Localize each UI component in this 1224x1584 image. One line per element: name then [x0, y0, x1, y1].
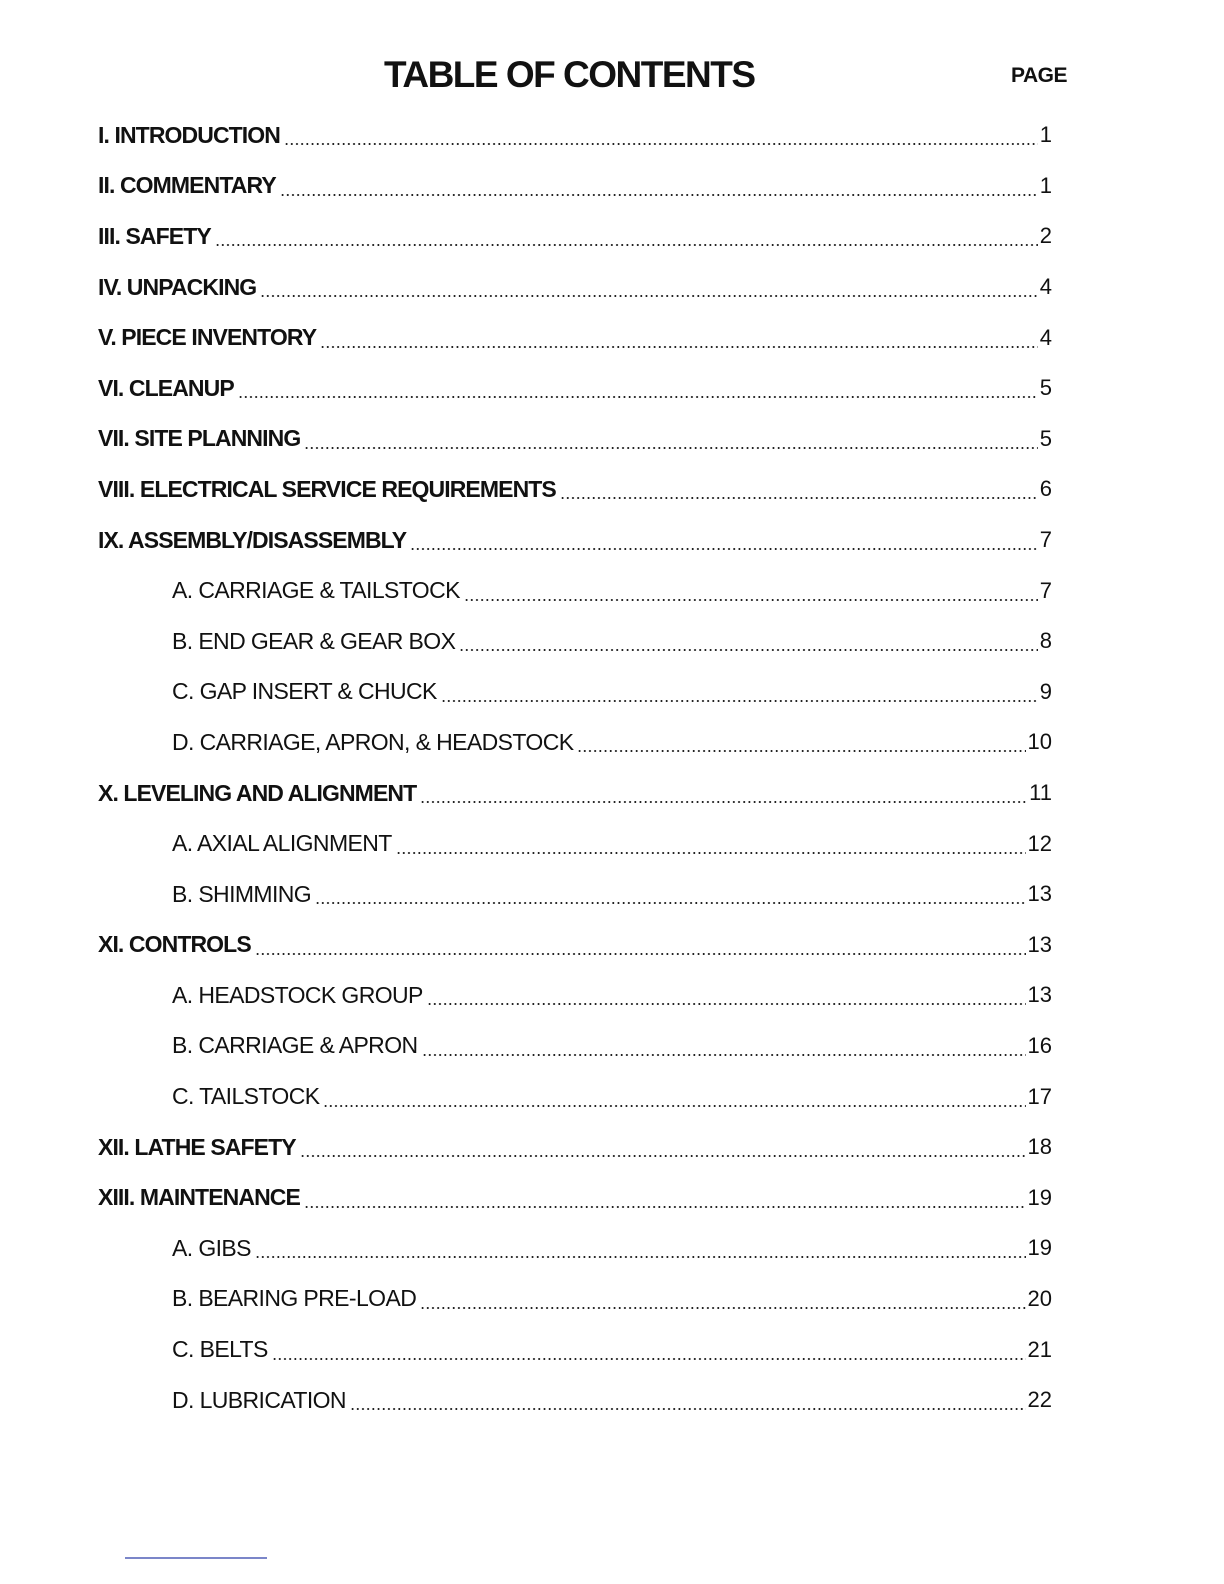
toc-entry-page-number: 8 [1039, 628, 1052, 654]
toc-entry-page-number: 13 [1027, 931, 1052, 957]
toc-section-entry[interactable] [0, 414, 1052, 465]
toc-subsection-entry[interactable] [0, 970, 1052, 1021]
toc-subsection-entry[interactable] [0, 1375, 1052, 1426]
toc-entry-page-number: 10 [1027, 729, 1052, 755]
toc-entry-title: B. END GEAR & GEAR BOX [172, 627, 456, 654]
toc-entry-title: IV. UNPACKING [98, 273, 257, 300]
toc-entry-title: A. GIBS [172, 1234, 251, 1261]
toc-entry-title: D. CARRIAGE, APRON, & HEADSTOCK [172, 728, 574, 755]
toc-header [0, 52, 1224, 102]
toc-entry-title: XII. LATHE SAFETY [98, 1133, 296, 1160]
toc-entry-page-number: 9 [1039, 678, 1052, 704]
dot-leader [215, 244, 1038, 246]
page-column-label: PAGE [1011, 64, 1067, 87]
toc-entry-page-number: 19 [1027, 1235, 1052, 1261]
toc-entry-title: C. GAP INSERT & CHUCK [172, 678, 437, 705]
toc-entry-title: C. TAILSTOCK [172, 1083, 320, 1110]
dot-leader [410, 548, 1038, 550]
dot-leader [420, 1307, 1025, 1309]
toc-section-entry[interactable] [0, 363, 1052, 414]
dot-leader [300, 1155, 1026, 1157]
toc-subsection-entry[interactable] [0, 667, 1052, 718]
footer-rule [125, 1557, 267, 1559]
toc-subsection-entry[interactable] [0, 565, 1052, 616]
toc-entry-title: A. AXIAL ALIGNMENT [172, 830, 392, 857]
dot-leader [272, 1358, 1026, 1360]
toc-section-entry[interactable] [0, 262, 1052, 313]
toc-entry-title: D. LUBRICATION [172, 1386, 346, 1413]
toc-entry-page-number: 1 [1039, 172, 1052, 198]
dot-leader [255, 1256, 1026, 1258]
toc-subsection-entry[interactable] [0, 1274, 1052, 1325]
dot-leader [420, 801, 1027, 803]
toc-entry-title: X. LEVELING AND ALIGNMENT [98, 779, 417, 806]
dot-leader [396, 852, 1026, 854]
toc-entry-page-number: 1 [1039, 122, 1052, 148]
toc-entry-page-number: 4 [1039, 324, 1052, 350]
toc-section-entry[interactable] [0, 1122, 1052, 1173]
toc-section-entry[interactable] [0, 464, 1052, 515]
toc-entry-page-number: 5 [1039, 425, 1052, 451]
toc-entry-title: B. SHIMMING [172, 880, 312, 907]
table-of-contents [0, 110, 1224, 1425]
dot-leader [427, 1003, 1026, 1005]
toc-entry-page-number: 22 [1027, 1387, 1052, 1413]
toc-section-entry[interactable] [0, 768, 1052, 819]
toc-entry-page-number: 7 [1039, 577, 1052, 603]
dot-leader [260, 295, 1037, 297]
toc-entry-page-number: 18 [1027, 1134, 1052, 1160]
toc-entry-page-number: 12 [1027, 830, 1052, 856]
toc-section-entry[interactable] [0, 312, 1052, 363]
toc-entry-title: VII. SITE PLANNING [98, 425, 301, 452]
dot-leader [255, 953, 1026, 955]
toc-subsection-entry[interactable] [0, 1223, 1052, 1274]
dot-leader [315, 902, 1025, 904]
toc-entry-title: XIII. MAINTENANCE [98, 1184, 300, 1211]
toc-entry-title: I. INTRODUCTION [98, 121, 280, 148]
toc-entry-title: A. CARRIAGE & TAILSTOCK [172, 577, 460, 604]
toc-section-entry[interactable] [0, 110, 1052, 161]
toc-subsection-entry[interactable] [0, 869, 1052, 920]
toc-section-entry[interactable] [0, 515, 1052, 566]
toc-subsection-entry[interactable] [0, 717, 1052, 768]
dot-leader [304, 1206, 1026, 1208]
toc-entry-title: II. COMMENTARY [98, 172, 276, 199]
toc-entry-title: III. SAFETY [98, 222, 211, 249]
toc-entry-page-number: 4 [1039, 274, 1052, 300]
toc-entry-page-number: 5 [1039, 375, 1052, 401]
dot-leader [238, 396, 1038, 398]
toc-entry-page-number: 11 [1029, 780, 1052, 806]
toc-entry-title: V. PIECE INVENTORY [98, 324, 317, 351]
toc-entry-page-number: 2 [1039, 223, 1052, 249]
toc-subsection-entry[interactable] [0, 616, 1052, 667]
toc-entry-page-number: 6 [1039, 476, 1052, 502]
toc-section-entry[interactable] [0, 161, 1052, 212]
dot-leader [422, 1054, 1026, 1056]
toc-entry-page-number: 17 [1027, 1083, 1052, 1109]
toc-entry-page-number: 13 [1027, 982, 1052, 1008]
toc-section-entry[interactable] [0, 1172, 1052, 1223]
dot-leader [304, 447, 1037, 449]
toc-entry-title: C. BELTS [172, 1336, 268, 1363]
dot-leader [459, 649, 1037, 651]
dot-leader [323, 1105, 1025, 1107]
dot-leader [464, 599, 1038, 601]
dot-leader [441, 700, 1038, 702]
toc-entry-title: B. BEARING PRE-LOAD [172, 1285, 417, 1312]
dot-leader [284, 143, 1038, 145]
toc-entry-page-number: 19 [1027, 1184, 1052, 1210]
dot-leader [350, 1408, 1026, 1410]
page-title: TABLE OF CONTENTS [384, 54, 755, 95]
toc-entry-page-number: 21 [1027, 1336, 1052, 1362]
toc-subsection-entry[interactable] [0, 1071, 1052, 1122]
dot-leader [577, 750, 1025, 752]
toc-entry-page-number: 16 [1027, 1032, 1052, 1058]
toc-entry-title: B. CARRIAGE & APRON [172, 1032, 418, 1059]
toc-entry-title: A. HEADSTOCK GROUP [172, 981, 423, 1008]
toc-entry-page-number: 20 [1027, 1285, 1052, 1311]
toc-entry-title: IX. ASSEMBLY/DISASSEMBLY [98, 526, 407, 553]
toc-section-entry[interactable] [0, 211, 1052, 262]
toc-entry-title: VIII. ELECTRICAL SERVICE REQUIREMENTS [98, 475, 556, 502]
toc-section-entry[interactable] [0, 920, 1052, 971]
toc-entry-page-number: 7 [1039, 527, 1052, 553]
toc-entry-title: XI. CONTROLS [98, 931, 251, 958]
dot-leader [320, 346, 1038, 348]
toc-entry-page-number: 13 [1027, 881, 1052, 907]
toc-subsection-entry[interactable] [0, 1324, 1052, 1375]
toc-entry-title: VI. CLEANUP [98, 374, 234, 401]
dot-leader [560, 497, 1038, 499]
toc-subsection-entry[interactable] [0, 818, 1052, 869]
toc-subsection-entry[interactable] [0, 1021, 1052, 1072]
dot-leader [280, 194, 1038, 196]
